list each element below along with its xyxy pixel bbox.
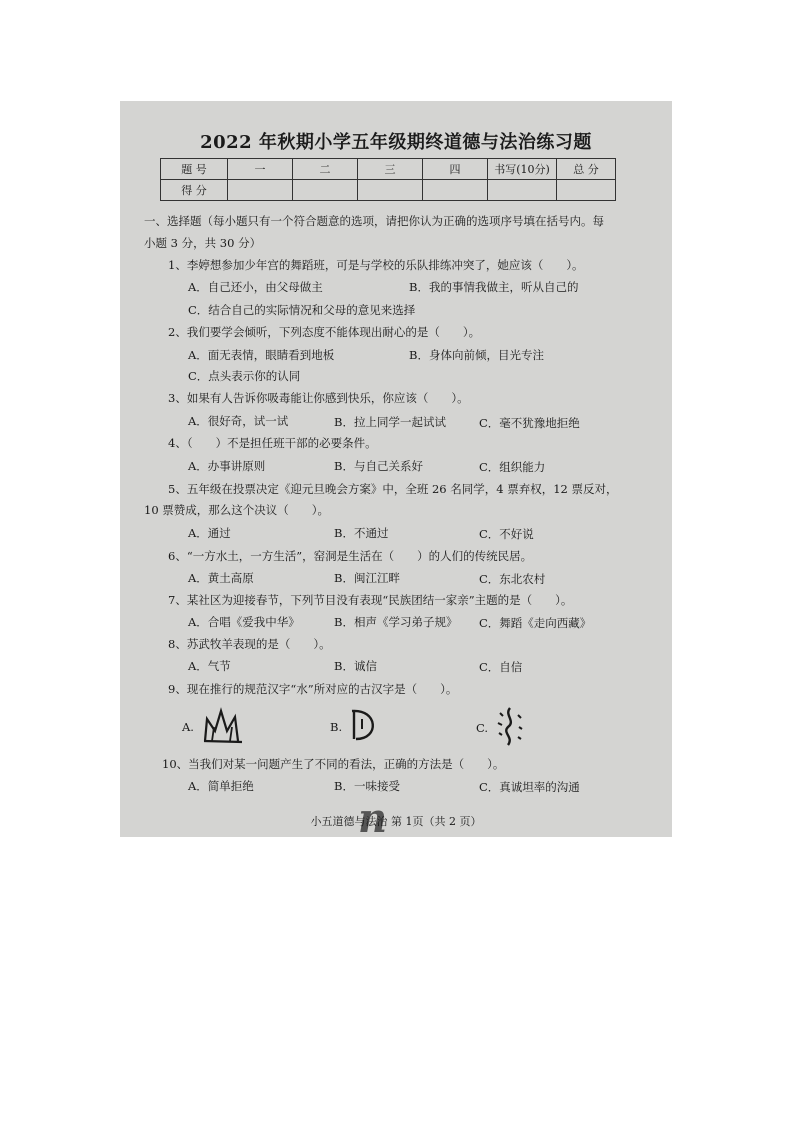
option-b[interactable]: B．身体向前倾，目光专注: [409, 348, 544, 362]
score-cell[interactable]: [228, 180, 293, 201]
section-instructions: 一、选择题（每小题只有一个符合题意的选项，请把你认为正确的选项序号填在括号内。每: [144, 214, 604, 228]
question-text: 10、当我们对某一问题产生了不同的看法，正确的方法是（ ）。: [162, 757, 505, 771]
option-b[interactable]: B．闽江江畔: [334, 571, 400, 585]
question-text: 6、“一方水土，一方生活”，窑洞是生活在（ ）的人们的传统民居。: [168, 549, 533, 563]
score-header-cell: 题 号: [161, 159, 228, 180]
option-a[interactable]: A．气节: [188, 659, 231, 673]
option-c[interactable]: C．真诚坦率的沟通: [479, 780, 580, 794]
question-text: 8、苏武牧羊表现的是（ ）。: [168, 637, 331, 651]
option-a[interactable]: A．面无表情，眼睛看到地板: [188, 348, 335, 362]
exam-paper: [120, 101, 672, 837]
option-b[interactable]: B.: [330, 720, 343, 734]
score-table: [160, 158, 616, 201]
score-header-cell: 三: [358, 159, 423, 180]
question-text: 7、某社区为迎接春节，下列节目没有表现“民族团结一家亲”主题的是（ ）。: [168, 593, 573, 607]
score-cell[interactable]: [488, 180, 557, 201]
question-text: 3、如果有人告诉你吸毒能让你感到快乐，你应该（ ）。: [168, 391, 469, 405]
option-c[interactable]: C．毫不犹豫地拒绝: [479, 416, 580, 430]
score-header-cell: 书写(10分): [488, 159, 557, 180]
score-header-cell: 总 分: [557, 159, 616, 180]
option-b[interactable]: B．相声《学习弟子规》: [334, 615, 458, 629]
option-c[interactable]: C．点头表示你的认同: [188, 369, 301, 383]
option-a[interactable]: A．很好奇，试一试: [188, 414, 289, 428]
score-header-cell: 四: [423, 159, 488, 180]
section-instructions: 小题 3 分，共 30 分）: [144, 236, 262, 250]
option-c[interactable]: C．东北农村: [479, 572, 546, 586]
ancient-mountain-glyph-icon[interactable]: [202, 705, 244, 745]
option-b[interactable]: B．与自己关系好: [334, 459, 423, 473]
option-a[interactable]: A．简单拒绝: [188, 779, 254, 793]
option-c[interactable]: C．结合自己的实际情况和父母的意见来选择: [188, 303, 416, 317]
option-a[interactable]: A.: [182, 720, 194, 734]
option-c[interactable]: C．自信: [479, 660, 523, 674]
score-cell[interactable]: [423, 180, 488, 201]
score-cell[interactable]: [358, 180, 423, 201]
question-text: 4、（ ）不是担任班干部的必要条件。: [168, 436, 377, 450]
handwritten-scrawl: n: [358, 795, 388, 837]
score-row-label: 得 分: [161, 180, 228, 201]
question-text: 9、现在推行的规范汉字“水”所对应的古汉字是（ ）。: [168, 682, 458, 696]
question-text: 2、我们要学会倾听，下列态度不能体现出耐心的是（ ）。: [168, 325, 481, 339]
ancient-moon-glyph-icon[interactable]: [348, 707, 382, 743]
option-c[interactable]: C．舞蹈《走向西藏》: [479, 616, 592, 630]
score-table-score-row: [161, 180, 616, 201]
option-c[interactable]: C.: [476, 721, 489, 735]
score-cell[interactable]: [557, 180, 616, 201]
option-a[interactable]: A．办事讲原则: [188, 459, 266, 473]
option-c[interactable]: C．不好说: [479, 527, 534, 541]
page-footer: 小五道德与法治 第 1页（共 2 页）: [310, 815, 482, 828]
option-a[interactable]: A．自己还小，由父母做主: [188, 280, 323, 294]
option-a[interactable]: A．合唱《爱我中华》: [188, 615, 300, 629]
option-b[interactable]: B．一味接受: [334, 779, 400, 793]
option-b[interactable]: B．拉上同学一起试试: [334, 415, 446, 429]
option-a[interactable]: A．黄土高原: [188, 571, 254, 585]
option-b[interactable]: B．不通过: [334, 526, 389, 540]
page-title: 2022 年秋期小学五年级期终道德与法治练习题: [200, 132, 592, 153]
question-text: 1、李婷想参加少年宫的舞蹈班，可是与学校的乐队排练冲突了，她应该（ ）。: [168, 258, 584, 272]
question-text-continued: 10 票赞成，那么这个决议（ ）。: [144, 503, 330, 517]
score-cell[interactable]: [293, 180, 358, 201]
option-a[interactable]: A．通过: [188, 526, 231, 540]
question-text: 5、五年级在投票决定《迎元旦晚会方案》中，全班 26 名同学，4 票弃权，12 票反对，: [168, 482, 618, 496]
option-b[interactable]: B．我的事情我做主，听从自己的: [409, 280, 579, 294]
score-header-cell: 一: [228, 159, 293, 180]
option-c[interactable]: C．组织能力: [479, 460, 546, 474]
score-header-cell: 二: [293, 159, 358, 180]
score-table-header-row: [161, 159, 616, 180]
ancient-water-glyph-icon[interactable]: [494, 705, 526, 747]
option-b[interactable]: B．诚信: [334, 659, 377, 673]
